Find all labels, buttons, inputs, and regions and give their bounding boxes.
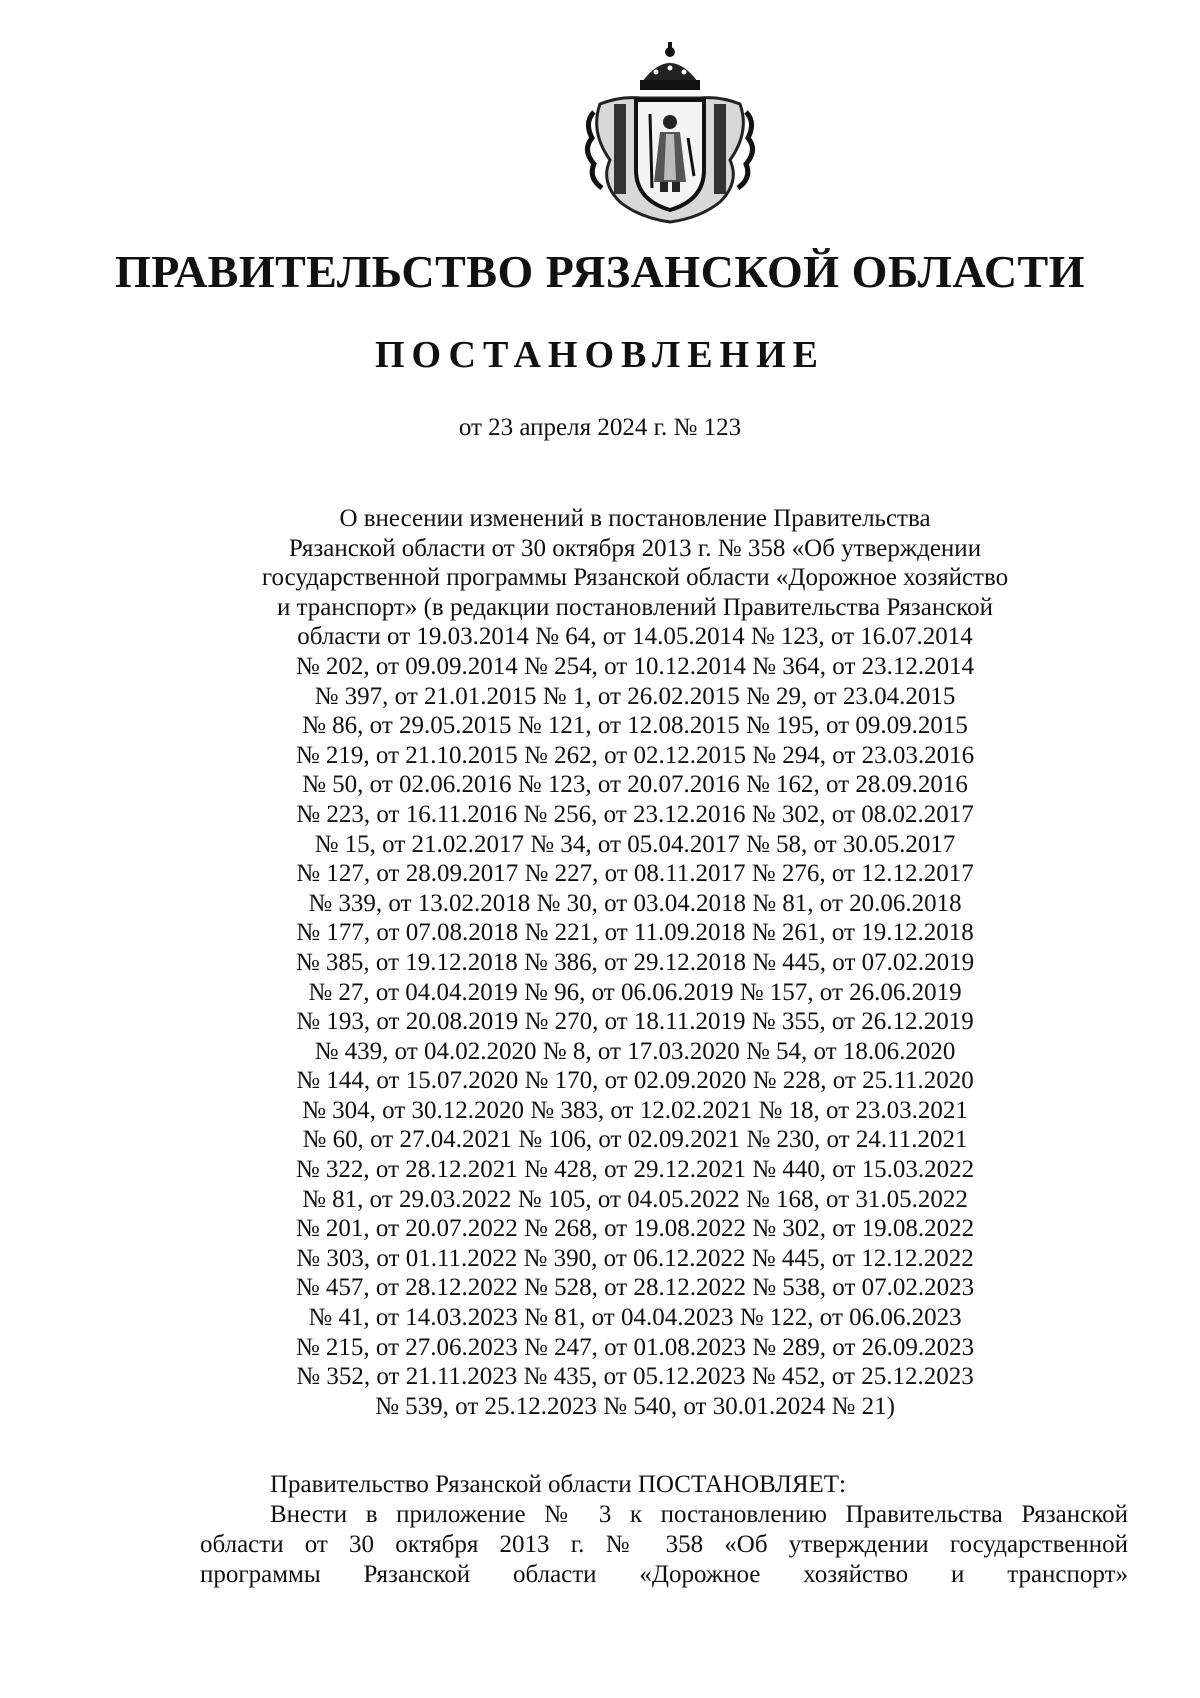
subject-line: Рязанской области от 30 октября 2013 г. № 358 «Об утверждении [288,534,982,562]
subject-line: № 60, от 27.04.2021 № 106, от 02.09.2021 № 230, от 24.11.2021 [302,1126,968,1154]
subject-line: и транспорт» (в редакции постановлений Правительства Рязанской [276,593,994,621]
subject-line: № 86, от 29.05.2015 № 121, от 12.08.2015 № 195, от 09.09.2015 [302,712,968,740]
subject-line: № 177, от 07.08.2018 № 221, от 11.09.2018 № 261, от 19.12.2018 [296,919,974,947]
subject-line: № 81, от 29.03.2022 № 105, от 04.05.2022 № 168, от 31.05.2022 [302,1185,968,1213]
subject-line: области от 19.03.2014 № 64, от 14.05.2014 № 123, от 16.07.2014 [297,623,973,651]
coat-of-arms-icon [580,42,760,228]
subject-line: № 202, от 09.09.2014 № 254, от 10.12.2014 № 364, от 23.12.2014 [295,652,975,680]
subject-line: № 322, от 28.12.2021 № 428, от 29.12.2021 № 440, от 15.03.2022 [295,1156,975,1184]
subject-line: № 339, от 13.02.2018 № 30, от 03.04.2018 № 81, от 20.06.2018 [308,889,962,917]
subject-line: № 41, от 14.03.2023 № 81, от 04.04.2023 № 122, от 06.06.2023 [308,1304,962,1332]
subject-line: О внесении изменений в постановление Правительства [339,505,931,532]
subject-line: № 219, от 21.10.2015 № 262, от 02.12.2015 № 294, от 23.03.2016 [295,741,975,769]
subject-line: № 397, от 21.01.2015 № 1, от 26.02.2015 № 29, от 23.04.2015 [314,682,956,710]
subject-line: № 193, от 20.08.2019 № 270, от 18.11.2019 № 355, от 26.12.2019 [296,1008,974,1036]
resolution-subject [200,504,1070,1421]
subject-line: № 304, от 30.12.2020 № 383, от 12.02.2021 № 18, от 23.03.2021 [302,1096,968,1124]
subject-line: № 385, от 19.12.2018 № 386, от 29.12.2018 № 445, от 07.02.2019 [295,948,975,976]
subject-line: № 215, от 27.06.2023 № 247, от 01.08.2023 № 289, от 26.09.2023 [295,1333,975,1361]
subject-line: № 457, от 28.12.2022 № 528, от 28.12.2022 № 538, от 07.02.2023 [295,1274,975,1302]
subject-line: № 144, от 15.07.2020 № 170, от 02.09.2020 № 228, от 25.11.2020 [296,1067,974,1095]
subject-line: № 303, от 01.11.2022 № 390, от 06.12.2022 № 445, от 12.12.2022 [296,1244,974,1272]
resolution-body [200,1470,1128,1590]
subject-line: № 15, от 21.02.2017 № 34, от 05.04.2017 № 58, от 30.05.2017 [314,830,956,858]
body-line: Внести в приложение № 3 к постановлению Правительства Рязанской [270,1501,1128,1528]
subject-line: № 27, от 04.04.2019 № 96, от 06.06.2019 № 157, от 26.06.2019 [308,978,962,1006]
government-title: ПРАВИТЕЛЬСТВО РЯЗАНСКОЙ ОБЛАСТИ [114,246,1086,297]
subject-line: № 201, от 20.07.2022 № 268, от 19.08.2022 № 302, от 19.08.2022 [295,1215,975,1243]
document-type-title: ПОСТАНОВЛЕНИЕ [374,334,826,376]
subject-line: № 127, от 28.09.2017 № 227, от 08.11.2017 № 276, от 12.12.2017 [296,860,974,888]
resolves-clause: Правительство Рязанской области ПОСТАНОВЛЯЕТ: [270,1471,846,1498]
document-date-number: от 23 апреля 2024 г. № 123 [458,414,742,441]
subject-line: государственной программы Рязанской области «Дорожное хозяйство [261,564,1009,592]
subject-line: № 223, от 16.11.2016 № 256, от 23.12.2016 № 302, от 08.02.2017 [296,800,974,828]
subject-line: № 352, от 21.11.2023 № 435, от 05.12.2023 № 452, от 25.12.2023 [296,1363,974,1391]
subject-line: № 439, от 04.02.2020 № 8, от 17.03.2020 № 54, от 18.06.2020 [314,1037,956,1065]
body-line: программы Рязанской области «Дорожное хозяйство и транспорт» [200,1561,1128,1588]
subject-line: № 50, от 02.06.2016 № 123, от 20.07.2016 № 162, от 28.09.2016 [302,771,968,799]
subject-line: № 539, от 25.12.2023 № 540, от 30.01.2024 № 21) [375,1392,895,1420]
body-line: области от 30 октября 2013 г. № 358 «Об утверждении государственной [200,1531,1128,1558]
